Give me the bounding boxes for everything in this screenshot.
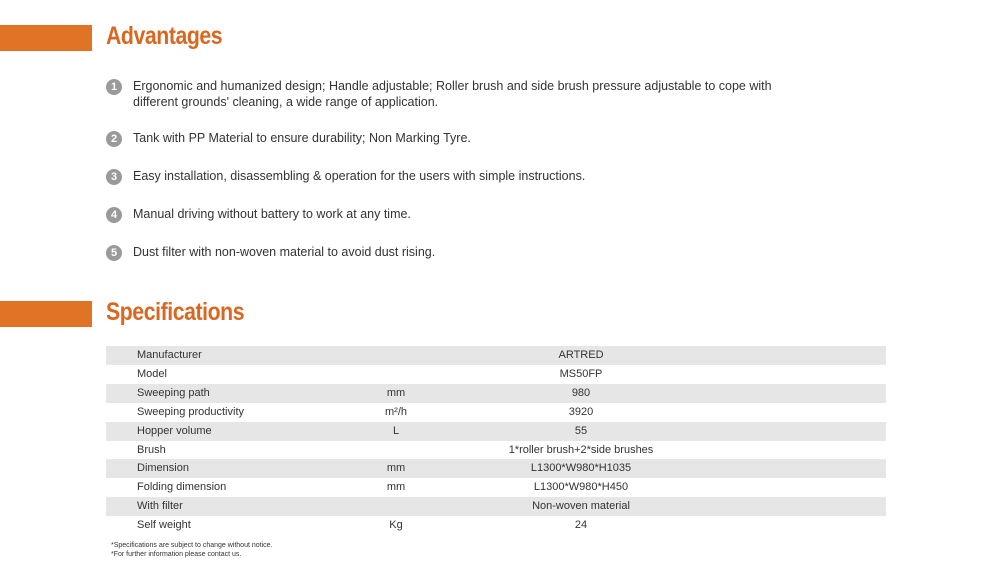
spec-value: Non-woven material [532,500,630,513]
advantage-text: Ergonomic and humanized design; Handle adjustable; Roller brush and side brush pressure adjustable to cope with different grounds' cleaning, a wide range of application. [133,79,772,109]
spec-value: MS50FP [559,367,603,380]
spec-name: Self weight [137,519,191,532]
specifications-heading: Specifications [106,298,245,326]
list-item [106,206,786,223]
spec-value: L1300*W980*H1035 [530,462,632,475]
footnote: *Specifications are subject to change without notice. [111,542,273,549]
table-row [106,403,886,422]
advantages-list [106,78,786,261]
specifications-table [106,346,886,535]
section-accent-bar [0,301,92,327]
table-row [106,422,886,441]
number-badge-icon: 2 [106,131,122,147]
spec-value: 3920 [568,405,594,418]
table-row [106,365,886,384]
advantage-text: Easy installation, disassembling & operation for the users with simple instructions. [133,169,586,183]
number-badge-icon: 5 [106,245,122,261]
spec-unit: mm [386,481,406,494]
spec-name: With filter [137,500,183,513]
table-row [106,459,886,478]
number-badge-icon: 4 [106,207,122,223]
table-row [106,478,886,497]
table-row [106,497,886,516]
spec-unit: m²/h [385,405,407,418]
spec-unit [346,365,446,384]
spec-unit: mm [386,386,406,399]
spec-unit: L [392,424,400,437]
spec-value: 24 [574,519,588,532]
number-badge-icon: 1 [106,79,122,95]
table-row [106,516,886,535]
spec-name: Sweeping productivity [137,405,245,418]
spec-value: 980 [571,386,591,399]
spec-name: Sweeping path [137,386,210,399]
spec-name: Manufacturer [137,349,202,361]
list-item [106,168,786,185]
list-item [106,130,786,147]
number-badge-icon: 3 [106,169,122,185]
table-row [106,346,886,365]
spec-name: Brush [137,443,166,456]
spec-name: Model [137,367,167,380]
spec-value: ARTRED [558,349,604,361]
advantage-text: Dust filter with non-woven material to avoid dust rising. [133,245,436,259]
table-row [106,384,886,403]
spec-unit [346,441,446,460]
spec-name: Dimension [137,462,189,475]
list-item [106,78,786,110]
spec-name: Folding dimension [137,481,227,494]
table-row [106,441,886,460]
section-accent-bar [0,25,92,51]
spec-unit: mm [386,462,406,475]
spec-value: 1*roller brush+2*side brushes [508,443,654,456]
advantage-text: Tank with PP Material to ensure durability; Non Marking Tyre. [133,131,471,145]
spec-value: L1300*W980*H450 [533,481,629,494]
footnote: *For further information please contact us. [111,551,242,558]
advantage-text: Manual driving without battery to work at any time. [133,207,411,221]
spec-unit: Kg [389,519,403,532]
spec-name: Hopper volume [137,424,212,437]
list-item [106,244,786,261]
spec-unit [346,346,446,365]
advantages-heading: Advantages [106,22,223,50]
spec-value: 55 [574,424,588,437]
spec-footnotes [111,541,273,559]
spec-unit [346,497,446,516]
